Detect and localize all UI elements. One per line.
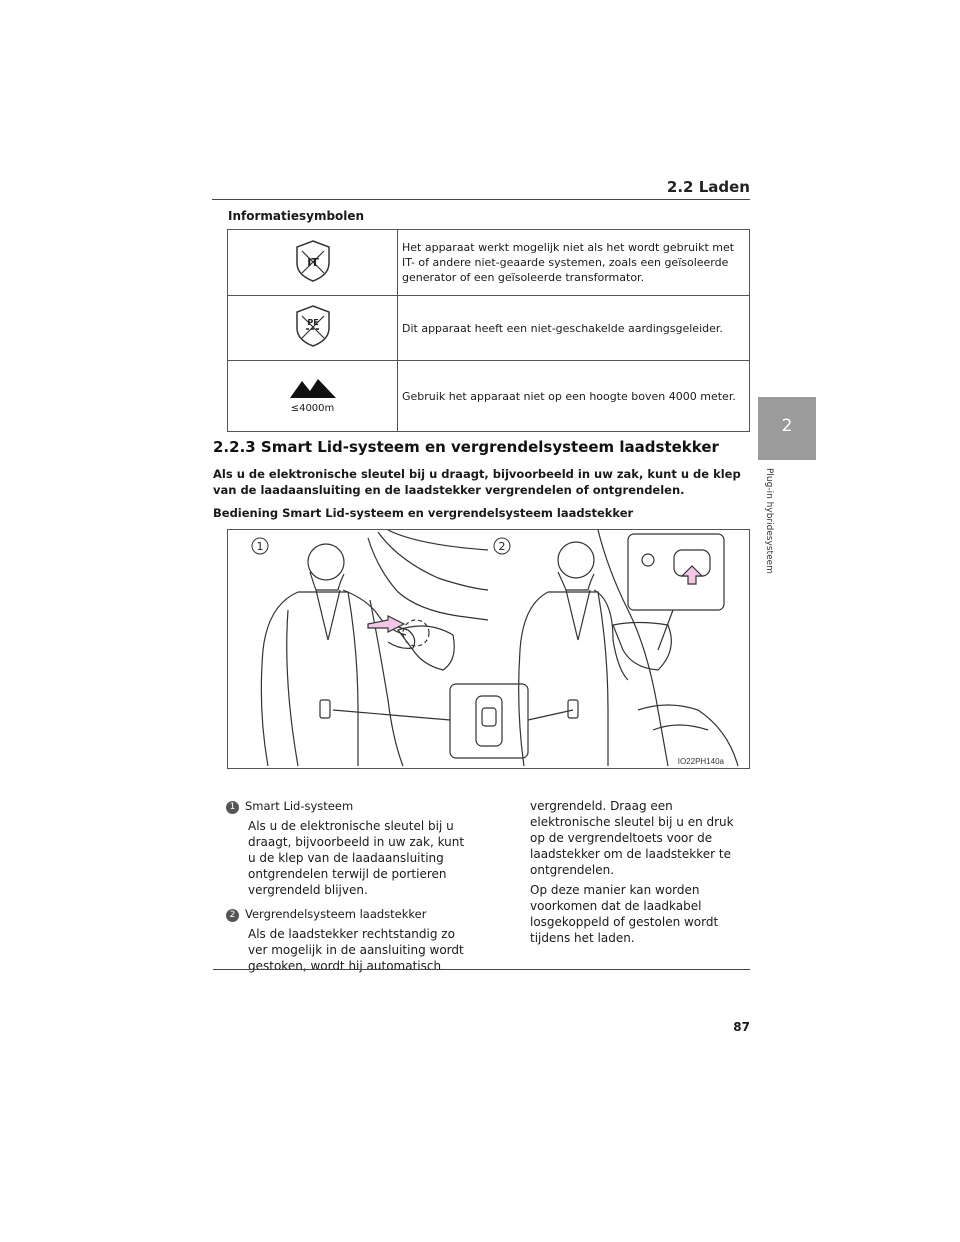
figure-heading: Bediening Smart Lid-systeem en vergrendelsysteem laadstekker <box>213 506 634 520</box>
info-symbols-heading: Informatiesymbolen <box>228 209 365 223</box>
callout-2 <box>494 538 510 554</box>
symbol-cell <box>228 361 398 432</box>
figure-code: IO22PH140a <box>677 757 724 766</box>
illustration-figure <box>227 529 750 769</box>
chapter-tab-number: 2 <box>781 416 793 436</box>
running-header: 2.2 Laden <box>666 178 750 196</box>
table-row <box>228 296 750 361</box>
svg-text:PE: PE <box>306 318 319 327</box>
list-item-body-extra: Op deze manier kan worden voorkomen dat de laadkabel losgekoppeld of gestolen wordt tijdens het laden. <box>530 883 719 945</box>
info-symbols-table <box>227 229 750 432</box>
list-item-title: 2 Vergrendelsysteem laadstekker <box>226 906 466 922</box>
item-number-badge: 1 <box>226 801 239 814</box>
altitude-icon <box>288 377 338 399</box>
column-left <box>226 798 466 974</box>
altitude-label: ≤4000m <box>290 402 335 414</box>
footer-rule <box>213 969 750 970</box>
table-row <box>228 361 750 432</box>
page-number: 87 <box>733 1020 750 1034</box>
symbol-description: Dit apparaat heeft een niet-geschakelde aardingsgeleider. <box>398 296 750 361</box>
symbol-cell <box>228 296 398 361</box>
list-item-body: Als u de elektronische sleutel bij u draagt, bijvoorbeeld in uw zak, kunt u de klep van de laadaansluiting ontgrendelen terwijl de portieren vergrendeld blijven. <box>248 819 465 897</box>
column-right <box>530 798 752 946</box>
svg-text:1: 1 <box>256 540 264 553</box>
it-network-icon <box>293 239 333 283</box>
callout-1 <box>252 538 268 554</box>
table-row <box>228 230 750 296</box>
svg-text:IT: IT <box>306 255 319 269</box>
symbol-description: Het apparaat werkt mogelijk niet als het wordt gebruikt met IT- of andere niet-geaarde systemen, zoals een geïsoleerde generator of een geïsoleerde transformator. <box>398 230 750 296</box>
item-number-badge: 2 <box>226 909 239 922</box>
pe-conductor-icon <box>293 304 333 348</box>
list-item-body-continued: vergrendeld. Draag een elektronische sleutel bij u en druk op de vergrendeltoets voor de laadstekker om de laadstekker te ontgrendelen. <box>530 799 734 877</box>
svg-text:2: 2 <box>498 540 506 553</box>
symbol-description: Gebruik het apparaat niet op een hoogte boven 4000 meter. <box>398 361 750 432</box>
list-item-body: Als de laadstekker rechtstandig zo ver mogelijk in de aansluiting wordt gestoken, wordt hij automatisch <box>248 927 464 973</box>
section-intro: Als u de elektronische sleutel bij u draagt, bijvoorbeeld in uw zak, kunt u de klep van de laadaansluiting en de laadstekker vergrendelen of ontgrendelen. <box>213 467 741 497</box>
smart-lid-illustration <box>228 530 749 768</box>
list-item-title: 1 Smart Lid-systeem <box>226 798 466 814</box>
header-rule <box>212 199 750 200</box>
symbol-cell <box>228 230 398 296</box>
chapter-tab-title: Plug-in hybridesysteem <box>764 468 774 574</box>
section-title: 2.2.3 Smart Lid-systeem en vergrendelsysteem laadstekker <box>213 438 719 456</box>
